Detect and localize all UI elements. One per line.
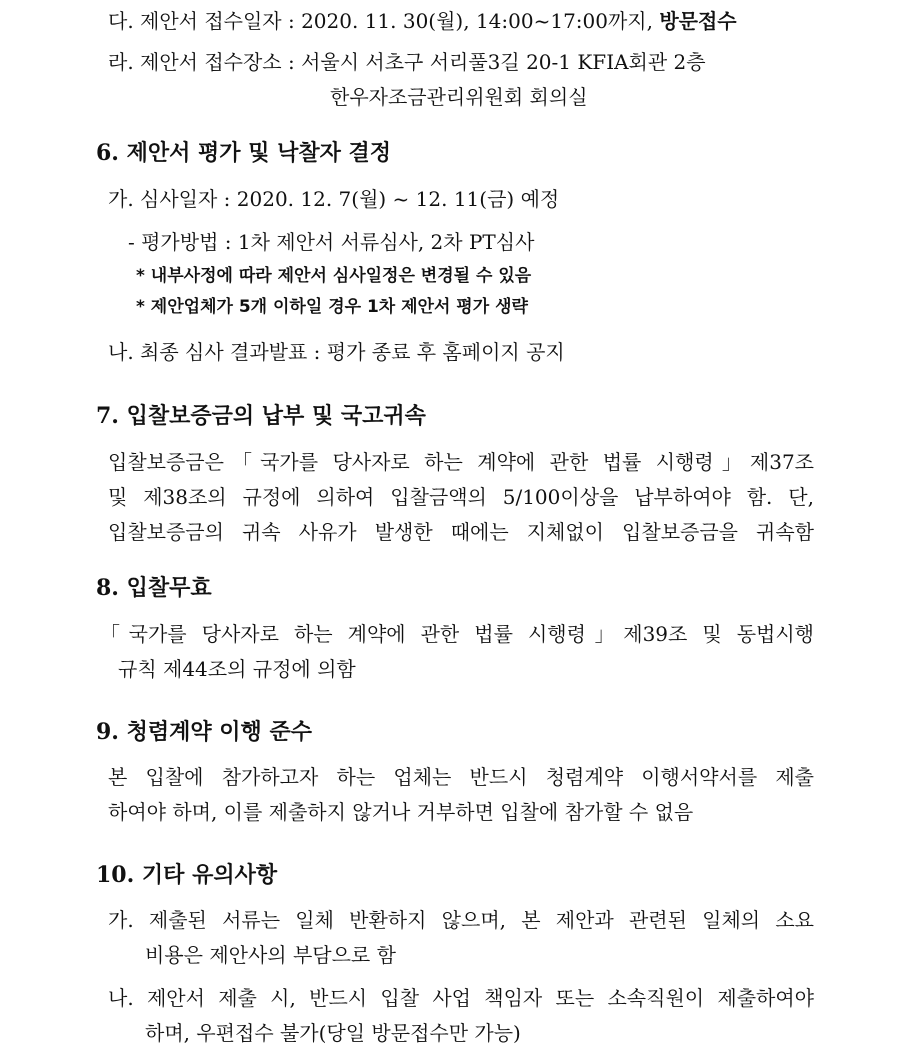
evaluation-method-line: - 평가방법 : 1차 제안서 서류심사, 2차 PT심사 xyxy=(128,230,535,254)
final-result-line: 나. 최종 심사 결과발표 : 평가 종료 후 홈페이지 공지 xyxy=(108,340,565,364)
integrity-paragraph-line-2: 하여야 하며, 이를 제출하지 않거나 거부하면 입찰에 참가할 수 없음 xyxy=(108,800,694,824)
review-date-line: 가. 심사일자 : 2020. 12. 7(월) ~ 12. 11(금) 예정 xyxy=(108,187,560,211)
note-schedule-change: * 내부사정에 따라 제안서 심사일정은 변경될 수 있음 xyxy=(136,266,532,286)
deposit-paragraph-line-3: 입찰보증금의 귀속 사유가 발생한 때에는 지체없이 입찰보증금을 귀속함 xyxy=(108,520,814,544)
invalid-bid-line-1: 「국가를 당사자로 하는 계약에 관한 법률 시행령」제39조 및 동법시행 xyxy=(100,622,814,646)
notice-a-line-2: 비용은 제안사의 부담으로 함 xyxy=(145,943,396,967)
note-skip-first-round: * 제안업체가 5개 이하일 경우 1차 제안서 평가 생략 xyxy=(136,297,528,317)
deposit-paragraph-line-2: 및 제38조의 규정에 의하여 입찰금액의 5/100이상을 납부하여야 함. 단, xyxy=(108,485,814,509)
receipt-place-line-1: 라. 제안서 접수장소 : 서울시 서초구 서리풀3길 20-1 KFIA회관 2층 xyxy=(108,50,706,74)
deposit-paragraph-line-1: 입찰보증금은「국가를 당사자로 하는 계약에 관한 법률 시행령」제37조 xyxy=(108,450,814,474)
invalid-bid-line-2: 규칙 제44조의 규정에 의함 xyxy=(118,657,356,681)
section-10-heading: 10. 기타 유의사항 xyxy=(96,862,278,888)
visit-receipt-bold: 방문접수 xyxy=(659,9,737,33)
receipt-date-line xyxy=(108,8,737,34)
notice-b-line-1: 나. 제안서 제출 시, 반드시 입찰 사업 책임자 또는 소속직원이 제출하여야 xyxy=(108,986,814,1010)
notice-b-line-2: 하며, 우편접수 불가(당일 방문접수만 가능) xyxy=(145,1021,521,1045)
section-9-heading: 9. 청렴계약 이행 준수 xyxy=(96,719,312,745)
receipt-place-line-2: 한우자조금관리위원회 회의실 xyxy=(330,85,588,109)
notice-a-line-1: 가. 제출된 서류는 일체 반환하지 않으며, 본 제안과 관련된 일체의 소요 xyxy=(108,908,814,932)
section-8-heading: 8. 입찰무효 xyxy=(96,575,212,601)
receipt-date-text: 다. 제안서 접수일자 : 2020. 11. 30(월), 14:00~17:00까지, xyxy=(108,9,660,33)
integrity-paragraph-line-1: 본 입찰에 참가하고자 하는 업체는 반드시 청렴계약 이행서약서를 제출 xyxy=(108,765,814,789)
section-7-heading: 7. 입찰보증금의 납부 및 국고귀속 xyxy=(96,403,426,429)
section-6-heading: 6. 제안서 평가 및 낙찰자 결정 xyxy=(96,140,392,166)
